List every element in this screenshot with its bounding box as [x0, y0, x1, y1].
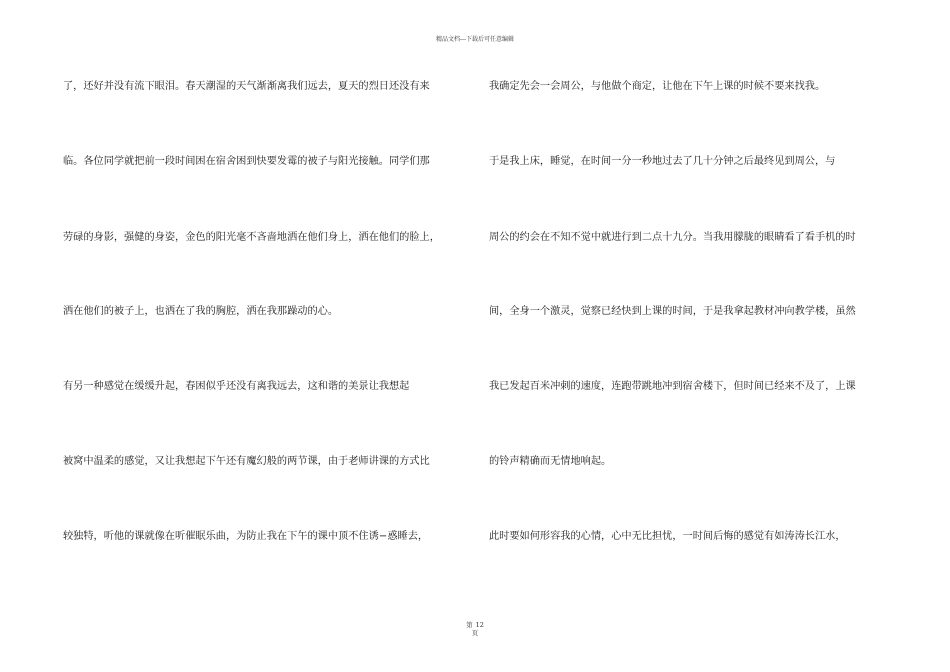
paragraph-line: 了，还好并没有流下眼泪。春天潮湿的天气渐渐离我们远去，夏天的烈日还没有来	[63, 81, 430, 92]
paragraph-line: 有另一种感觉在缓缓升起，春困似乎还没有离我远去，这和谐的美景让我想起	[63, 381, 410, 392]
paragraph-line: 劳碌的身影，强健的身姿，金色的阳光毫不吝啬地洒在他们身上，洒在他们的脸上，	[63, 232, 440, 243]
paragraph-line: 临。各位同学就把前一段时间困在宿舍困到快要发霉的被子与阳光接触。同学们那	[63, 156, 430, 167]
page-number: 12	[475, 621, 484, 629]
page-suffix: 页	[471, 629, 479, 637]
page-footer	[0, 621, 950, 637]
page-prefix: 第	[466, 621, 473, 629]
paragraph-line: 于是我上床，睡觉，在时间一分一秒地过去了几十分钟之后最终见到周公，与	[489, 156, 836, 167]
paragraph-line: 此时要如何形容我的心情，心中无比担忧，一时间后悔的感觉有如涛涛长江水，	[489, 531, 846, 542]
page-number-row	[0, 621, 950, 629]
paragraph-line: 的铃声精确而无情地响起。	[489, 456, 612, 467]
paragraph-line: 间，全身一个激灵，觉察已经快到上课的时间，于是我拿起教材冲向教学楼，虽然	[489, 306, 856, 317]
paragraph-line: 周公的约会在不知不觉中就进行到二点十九分。当我用朦胧的眼睛看了看手机的时	[489, 232, 856, 243]
paragraph-line: 洒在他们的被子上，也洒在了我的胸腔，洒在我那躁动的心。	[63, 306, 339, 317]
paragraph-line: 我确定先会一会周公，与他做个商定，让他在下午上课的时候不要来找我。	[489, 81, 826, 92]
page-header: 精品文档---下载后可任意编辑	[435, 36, 515, 43]
paragraph-line: 我已发起百米冲刺的速度，连跑带跳地冲到宿舍楼下，但时间已经来不及了，上课	[489, 381, 856, 392]
paragraph-line: 较独特，听他的课就像在听催眠乐曲，为防止我在下午的课中顶不住诱−惑睡去，	[63, 531, 429, 542]
paragraph-line: 被窝中温柔的感觉，又让我想起下午还有魔幻般的两节课，由于老师讲课的方式比	[63, 456, 430, 467]
